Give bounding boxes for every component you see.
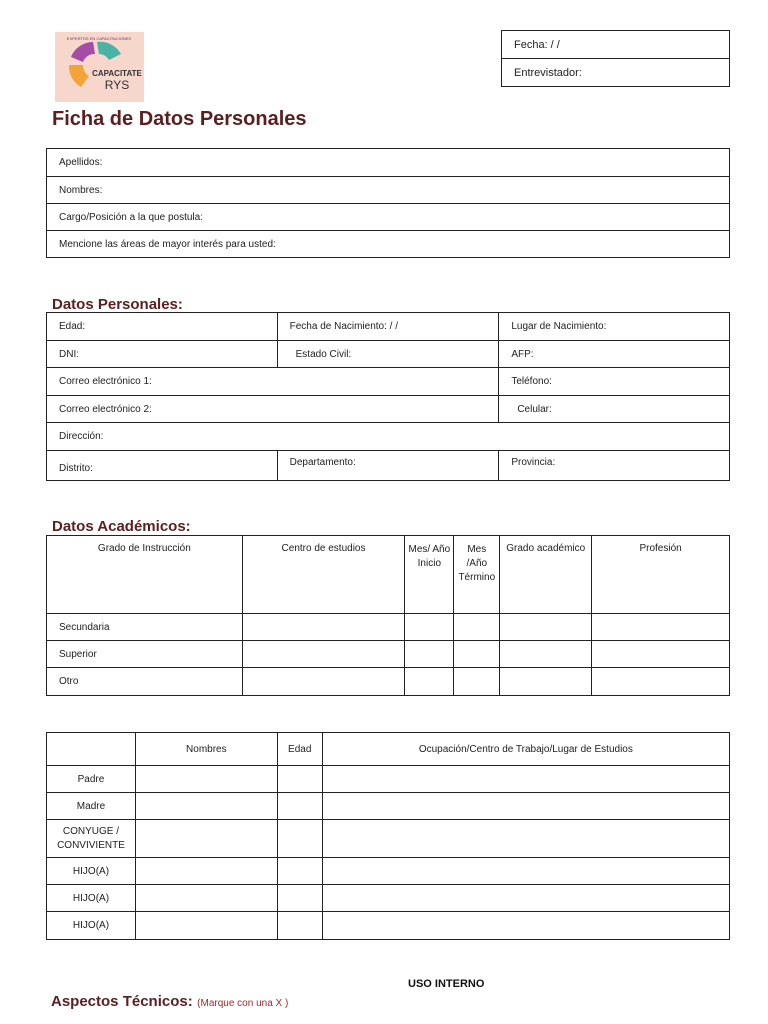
table-row [47, 820, 730, 858]
table-cell[interactable] [277, 820, 322, 858]
provincia-field[interactable]: Provincia: [499, 451, 730, 481]
logo-graphic [55, 32, 144, 102]
table-cell[interactable] [322, 793, 729, 820]
entrevistador-field[interactable]: Entrevistador: [502, 59, 730, 87]
academic-header-row [47, 536, 730, 614]
academic-heading: Datos Académicos: [52, 518, 191, 535]
col-ocupacion: Ocupación/Centro de Trabajo/Lugar de Estudios [322, 733, 729, 766]
table-cell[interactable] [135, 793, 277, 820]
table-cell[interactable] [592, 641, 730, 668]
page-title: Ficha de Datos Personales [52, 108, 307, 130]
row-hijo-2: HIJO(A) [47, 885, 136, 912]
col-edad: Edad [277, 733, 322, 766]
table-cell[interactable] [405, 641, 454, 668]
table-row [47, 885, 730, 912]
table-cell[interactable] [135, 858, 277, 885]
nombres-field[interactable]: Nombres: [47, 177, 730, 204]
cargo-field[interactable]: Cargo/Posición a la que postula: [47, 204, 730, 231]
row-otro: Otro [47, 668, 243, 696]
estado-civil-field[interactable]: Estado Civil: [277, 341, 499, 368]
family-table [46, 732, 730, 940]
family-header-row [47, 733, 730, 766]
table-row [47, 668, 730, 696]
row-conyuge: CONYUGE / CONVIVIENTE [47, 820, 136, 858]
table-row [47, 912, 730, 940]
col-centro-estudios: Centro de estudios [242, 536, 405, 614]
academic-table [46, 535, 730, 696]
logo-brand-bottom: RYS [104, 78, 130, 92]
table-row [47, 858, 730, 885]
aspectos-note: (Marque con una X ) [197, 998, 289, 1009]
table-cell[interactable] [405, 614, 454, 641]
col-mes-termino: Mes /Año Término [454, 536, 500, 614]
table-cell[interactable] [135, 766, 277, 793]
aspectos-tecnicos [51, 993, 288, 1011]
intro-table [46, 148, 730, 258]
row-hijo-1: HIJO(A) [47, 858, 136, 885]
col-grado-academico: Grado académico [500, 536, 592, 614]
direccion-field[interactable]: Dirección: [47, 423, 730, 451]
table-row [47, 614, 730, 641]
col-grado-instruccion: Grado de Instrucción [47, 536, 243, 614]
table-cell[interactable] [277, 912, 322, 940]
areas-field[interactable]: Mencione las áreas de mayor interés para usted: [47, 231, 730, 258]
table-cell[interactable] [242, 641, 405, 668]
table-cell[interactable] [454, 668, 500, 696]
row-hijo-3: HIJO(A) [47, 912, 136, 940]
table-cell[interactable] [322, 885, 729, 912]
table-cell[interactable] [500, 641, 592, 668]
table-cell[interactable] [242, 668, 405, 696]
col-nombres: Nombres [135, 733, 277, 766]
table-cell[interactable] [454, 641, 500, 668]
table-cell[interactable] [322, 820, 729, 858]
apellidos-field[interactable]: Apellidos: [47, 149, 730, 177]
lugar-nacimiento-field[interactable]: Lugar de Nacimiento: [499, 313, 730, 341]
table-cell [47, 733, 136, 766]
correo1-field[interactable]: Correo electrónico 1: [47, 368, 499, 396]
edad-field[interactable]: Edad: [47, 313, 278, 341]
dni-field[interactable]: DNI: [47, 341, 278, 368]
distrito-field[interactable]: Distrito: [47, 451, 278, 481]
interview-box [501, 30, 730, 87]
uso-interno-label: USO INTERNO [408, 978, 485, 990]
aspectos-heading: Aspectos Técnicos: [51, 993, 193, 1010]
table-cell[interactable] [135, 820, 277, 858]
table-cell[interactable] [135, 912, 277, 940]
table-cell[interactable] [592, 614, 730, 641]
table-cell[interactable] [322, 912, 729, 940]
table-cell[interactable] [500, 668, 592, 696]
table-cell[interactable] [242, 614, 405, 641]
table-cell[interactable] [277, 793, 322, 820]
table-cell[interactable] [405, 668, 454, 696]
table-cell[interactable] [322, 858, 729, 885]
fecha-nacimiento-field[interactable]: Fecha de Nacimiento: / / [277, 313, 499, 341]
table-cell[interactable] [322, 766, 729, 793]
table-cell[interactable] [277, 766, 322, 793]
table-cell[interactable] [500, 614, 592, 641]
table-cell[interactable] [277, 885, 322, 912]
departamento-field[interactable]: Departamento: [277, 451, 499, 481]
col-mes-inicio: Mes/ Año Inicio [405, 536, 454, 614]
table-cell[interactable] [277, 858, 322, 885]
row-madre: Madre [47, 793, 136, 820]
table-row [47, 793, 730, 820]
personal-table [46, 312, 730, 481]
col-profesion: Profesión [592, 536, 730, 614]
row-padre: Padre [47, 766, 136, 793]
celular-field[interactable]: Celular: [499, 396, 730, 423]
table-cell[interactable] [592, 668, 730, 696]
table-cell[interactable] [454, 614, 500, 641]
logo-brand-top: CAPACITATE [92, 69, 142, 78]
telefono-field[interactable]: Teléfono: [499, 368, 730, 396]
fecha-field[interactable]: Fecha: / / [502, 31, 730, 59]
afp-field[interactable]: AFP: [499, 341, 730, 368]
logo-arc-text: EXPERTOS EN CAPACITACIONES [66, 36, 132, 41]
row-secundaria: Secundaria [47, 614, 243, 641]
table-row [47, 641, 730, 668]
table-row [47, 766, 730, 793]
table-cell[interactable] [135, 885, 277, 912]
row-superior: Superior [47, 641, 243, 668]
correo2-field[interactable]: Correo electrónico 2: [47, 396, 499, 423]
company-logo [55, 32, 144, 102]
personal-heading: Datos Personales: [52, 296, 183, 313]
